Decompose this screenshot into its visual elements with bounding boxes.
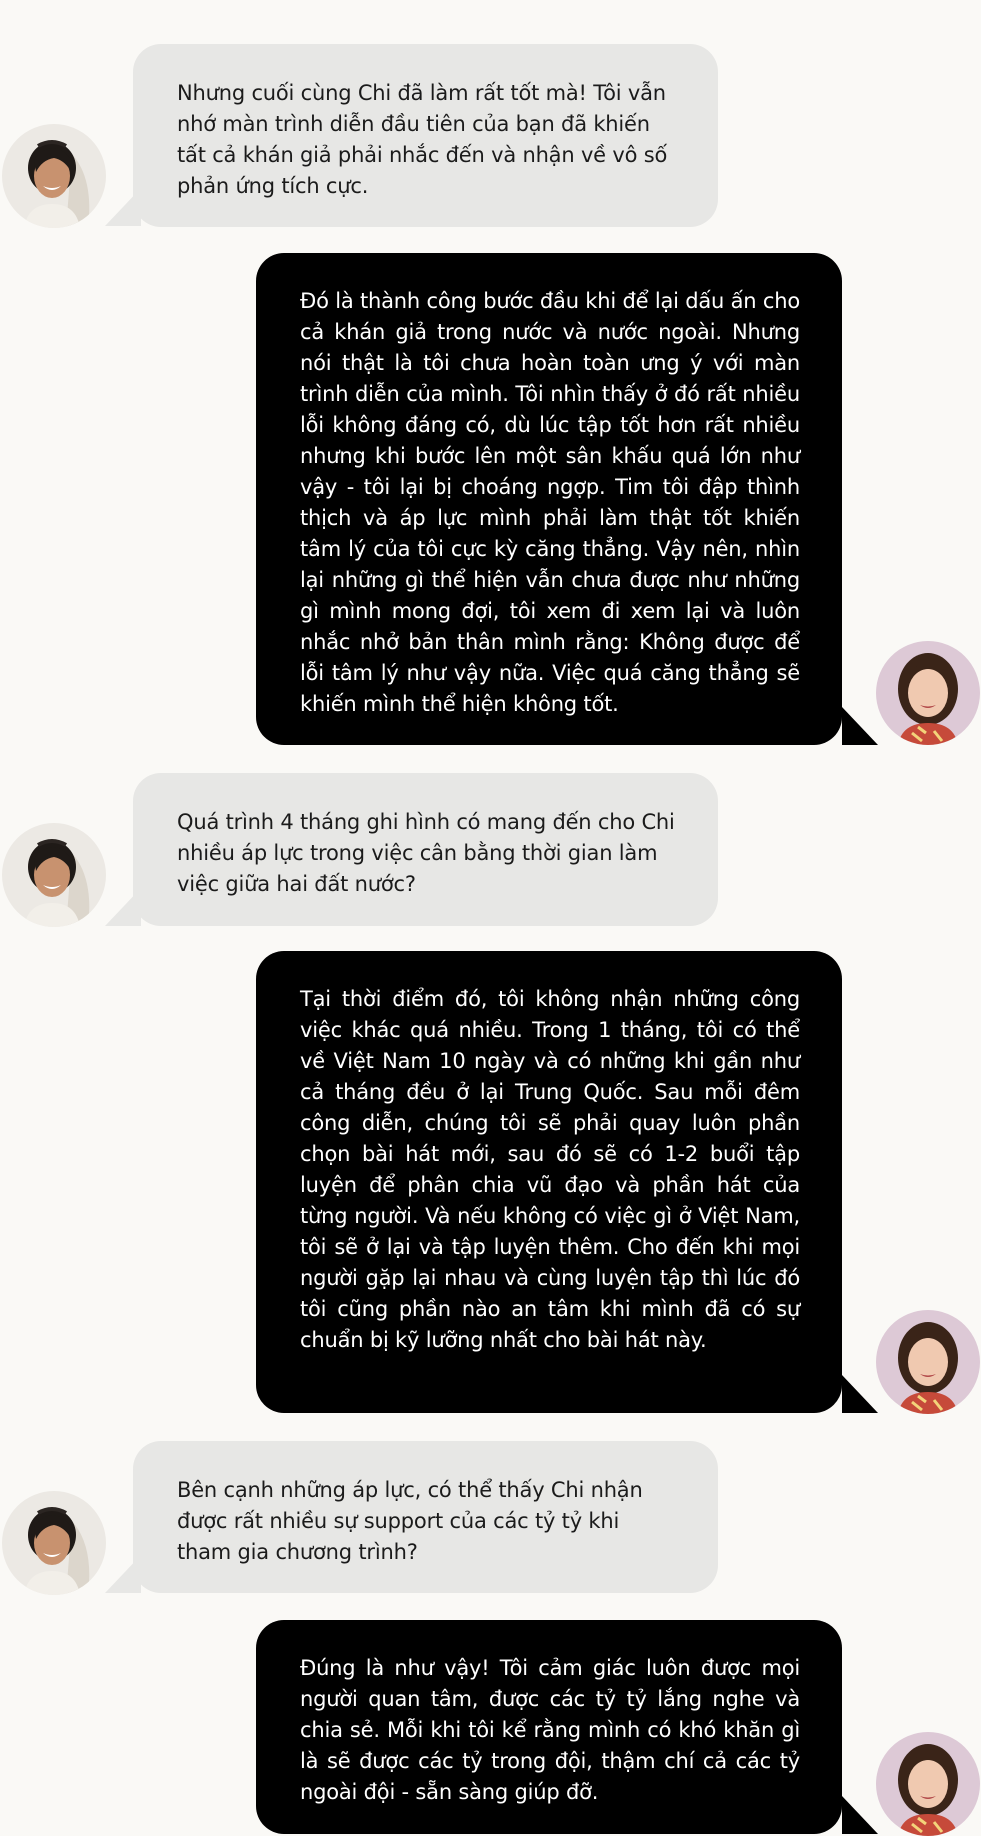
interviewer-avatar-icon [2, 124, 106, 228]
guest-message: Đúng là như vậy! Tôi cảm giác luôn được mọi người quan tâm, được các tỷ tỷ lắng nghe và chia sẻ. Mỗi khi tôi kể rằng mình có khó khăn gì là sẽ được các tỷ trong đội, thậm chí cả các tỷ ngoài đội - sẵn sàng giúp đỡ. [256, 1620, 842, 1834]
interviewer-avatar-icon [2, 1491, 106, 1595]
bubble-tail [842, 1796, 878, 1834]
interviewer-message: Quá trình 4 tháng ghi hình có mang đến cho Chi nhiều áp lực trong việc cân bằng thời gian làm việc giữa hai đất nước? [133, 773, 718, 926]
guest-avatar-icon [876, 1732, 980, 1836]
guest-message: Đó là thành công bước đầu khi để lại dấu ấn cho cả khán giả trong nước và nước ngoài. Nhưng nói thật là tôi chưa hoàn toàn ưng ý với màn trình diễn của mình. Tôi nhìn thấy ở đó rất nhiều lỗi không đáng có, dù lúc tập tốt hơn rất nhiều nhưng khi bước lên một sân khấu quá lớn như vậy - tôi lại bị choáng ngợp. Tim tôi đập thình thịch và áp lực mình phải làm thật tốt khiến tâm lý của tôi cực kỳ căng thẳng. Vậy nên, nhìn lại những gì thể hiện vẫn chưa được như những gì mình mong đợi, tôi xem đi xem lại và luôn nhắc nhở bản thân mình rằng: Không được để lỗi tâm lý như vậy nữa. Việc quá căng thẳng sẽ khiến mình thể hiện không tốt. [256, 253, 842, 745]
guest-message: Tại thời điểm đó, tôi không nhận những công việc khác quá nhiều. Trong 1 tháng, tôi có thể về Việt Nam 10 ngày và có những khi gần như cả tháng đều ở lại Trung Quốc. Sau mỗi đêm công diễn, chúng tôi sẽ phải quay luôn phần chọn bài hát mới, sau đó sẽ có 1-2 buổi tập luyện để phân chia vũ đạo và phần hát của từng người. Và nếu không có việc gì ở Việt Nam, tôi sẽ ở lại và tập luyện thêm. Cho đến khi mọi người gặp lại nhau và cùng luyện tập thì lúc đó tôi cũng phần nào an tâm khi mình đã có sự chuẩn bị kỹ lưỡng nhất cho bài hát này. [256, 951, 842, 1413]
bubble-tail [842, 707, 878, 745]
interviewer-message: Nhưng cuối cùng Chi đã làm rất tốt mà! Tôi vẫn nhớ màn trình diễn đầu tiên của bạn đã khiến tất cả khán giả phải nhắc đến và nhận về vô số phản ứng tích cực. [133, 44, 718, 227]
interviewer-avatar-icon [2, 823, 106, 927]
guest-avatar-icon [876, 641, 980, 745]
interviewer-message: Bên cạnh những áp lực, có thể thấy Chi nhận được rất nhiều sự support của các tỷ tỷ khi tham gia chương trình? [133, 1441, 718, 1593]
guest-avatar-icon [876, 1310, 980, 1414]
bubble-tail [842, 1375, 878, 1413]
